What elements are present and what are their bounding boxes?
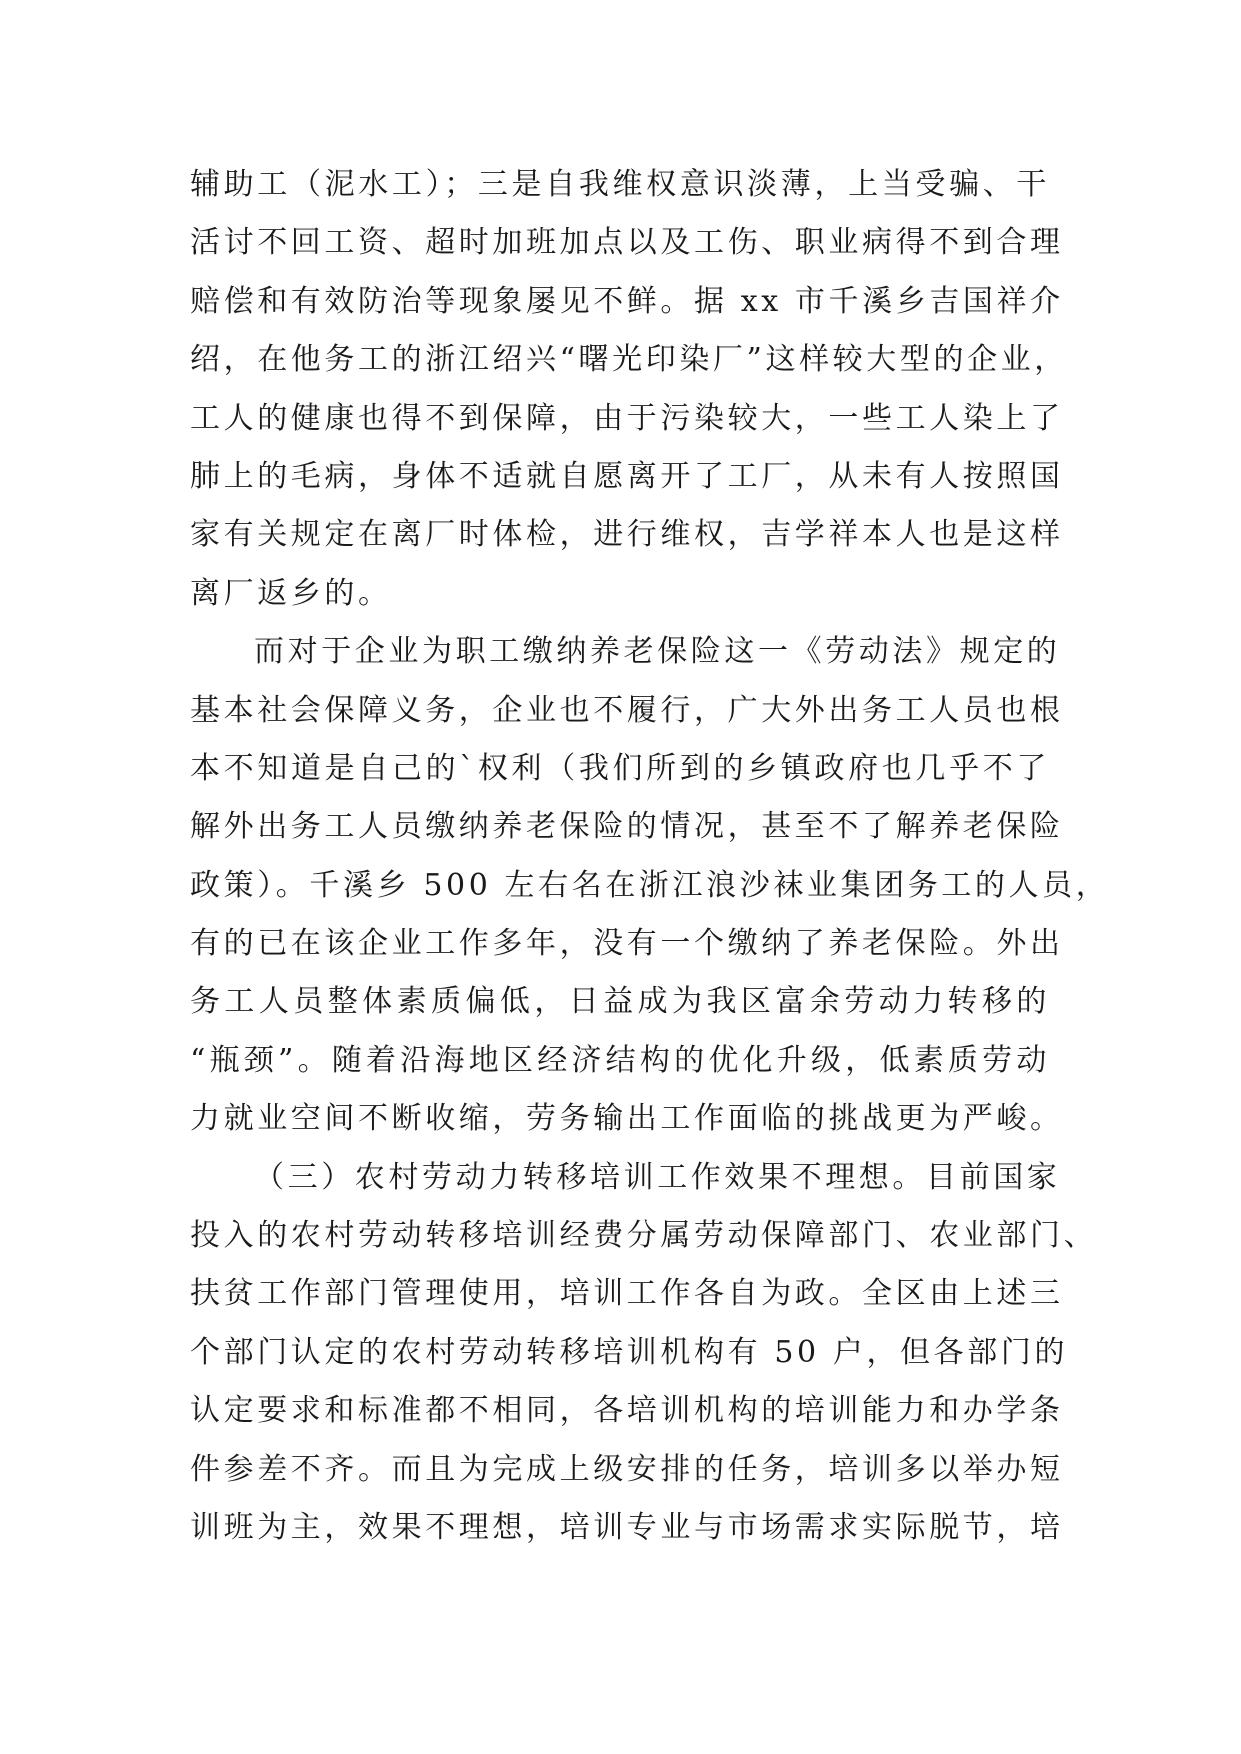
text-line: 基本社会保障义务，企业也不履行，广大外出务工人员也根 xyxy=(190,692,1064,728)
text-line: （三）农村劳动力转移培训工作效果不理想。目前国家 xyxy=(254,1159,1061,1195)
text-line: 务工人员整体素质偏低，日益成为我区富余劳动力转移的 xyxy=(190,984,1050,1020)
document-body xyxy=(190,156,1110,1557)
text-line: 投入的农村劳动转移培训经费分属劳动保障部门、农业部门、 xyxy=(190,1218,1098,1254)
text-line: 离厂返乡的。 xyxy=(190,575,392,611)
text-line: 有的已在该企业工作多年，没有一个缴纳了养老保险。外出 xyxy=(190,926,1064,962)
text-line: 训班为主，效果不理想，培训专业与市场需求实际脱节，培 xyxy=(190,1509,1064,1545)
text-line: 解外出务工人员缴纳养老保险的情况，甚至不了解养老保险 xyxy=(190,809,1064,845)
text-line: 认定要求和标准都不相同，各培训机构的培训能力和办学条 xyxy=(190,1393,1064,1429)
text-line: 绍，在他务工的浙江绍兴“曙光印染厂”这样较大型的企业， xyxy=(190,342,1068,378)
text-line: “瓶颈”。随着沿海地区经济结构的优化升级，低素质劳动 xyxy=(190,1042,1050,1078)
text-line: 而对于企业为职工缴纳养老保险这一《劳动法》规定的 xyxy=(254,634,1061,670)
text-line: 扶贫工作部门管理使用，培训工作各自为政。全区由上述三 xyxy=(190,1276,1064,1312)
text-line: 家有关规定在离厂时体检，进行维权，吉学祥本人也是这样 xyxy=(190,517,1064,553)
text-line: 政策）。千溪乡 500 左右名在浙江浪沙袜业集团务工的人员， xyxy=(190,867,1110,903)
text-line: 力就业空间不断收缩，劳务输出工作面临的挑战更为严峻。 xyxy=(190,1101,1064,1137)
text-line: 肺上的毛病，身体不适就自愿离开了工厂，从未有人按照国 xyxy=(190,458,1064,494)
text-line: 工人的健康也得不到保障，由于污染较大，一些工人染上了 xyxy=(190,400,1064,436)
text-line: 辅助工（泥水工）；三是自我维权意识淡薄，上当受骗、干 xyxy=(190,167,1050,202)
text-line: 件参差不齐。而且为完成上级安排的任务，培训多以举办短 xyxy=(190,1451,1064,1487)
text-line: 赔偿和有效防治等现象屡见不鲜。据 xx 市千溪乡吉国祥介 xyxy=(190,283,1064,319)
text-line: 本不知道是自己的`权利（我们所到的乡镇政府也几乎不了 xyxy=(190,750,1050,786)
text-line: 活讨不回工资、超时加班加点以及工伤、职业病得不到合理 xyxy=(190,225,1064,261)
text-line: 个部门认定的农村劳动转移培训机构有 50 户，但各部门的 xyxy=(190,1334,1069,1370)
